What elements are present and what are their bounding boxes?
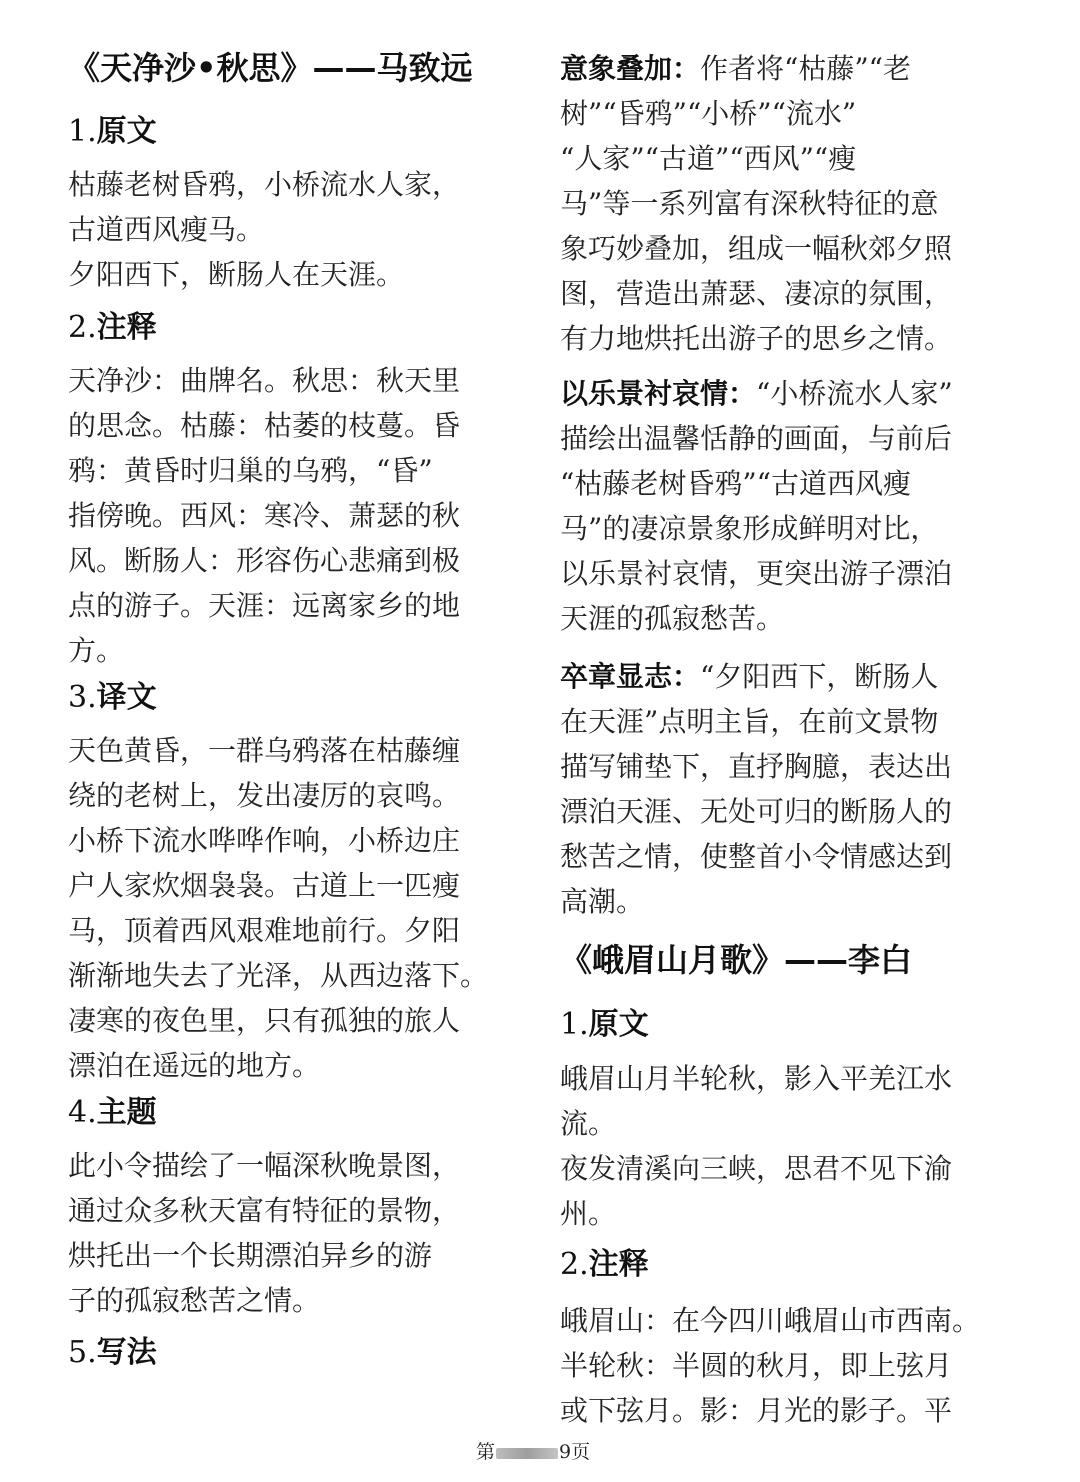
section-heading-original: [560, 1005, 1038, 1045]
text-line: 峨眉山：在今四川峨眉山市西南。: [560, 1304, 981, 1337]
page-prefix: 第: [476, 1441, 496, 1463]
text-line: 夕阳西下，断肠人在天涯。: [68, 258, 405, 291]
text-line: 点的游子。天涯：远离家乡的地: [68, 589, 461, 622]
technique-ending: [560, 654, 1038, 924]
text-line: 州。: [560, 1197, 617, 1230]
text-line: 渐渐地失去了光泽，从西边落下。: [68, 959, 489, 992]
text-line: [560, 654, 1038, 699]
text-line: 愁苦之情，使整首小令情感达到: [560, 840, 953, 873]
text-line: 鸦：黄昏时归巢的乌鸦，“昏”: [68, 454, 433, 487]
text-line: 或下弦月。影：月光的影子。平: [560, 1394, 953, 1427]
section-label: 原文: [588, 1007, 649, 1042]
text-line: 有力地烘托出游子的思乡之情。: [560, 322, 953, 355]
section-heading-notes: [68, 308, 538, 348]
section-heading-theme: [68, 1093, 538, 1133]
technique-contrast: [560, 371, 1038, 641]
text-line: 天色黄昏，一群乌鸦落在枯藤缠: [68, 734, 461, 767]
text-line: 描绘出温馨恬静的画面，与前后: [560, 422, 953, 455]
text-line: 天涯的孤寂愁苦。: [560, 602, 785, 635]
text-line: 此小令描绘了一幅深秋晚景图，: [68, 1149, 461, 1182]
text-line: “人家”“古道”“西风”“瘦: [560, 142, 857, 175]
notes-text: [68, 358, 538, 673]
text-line: 枯藤老树昏鸦，小桥流水人家，: [68, 168, 461, 201]
text-line: 风。断肠人：形容伤心悲痛到极: [68, 544, 461, 577]
section-number: 5.: [68, 1335, 97, 1370]
section-label: 主题: [96, 1095, 157, 1130]
section-number: 1.: [560, 1007, 589, 1042]
theme-text: [68, 1143, 538, 1323]
original-text: [68, 162, 538, 297]
text-line: 的思念。枯藤：枯萎的枝蔓。昏: [68, 409, 461, 442]
technique-label: 意象叠加：: [560, 52, 701, 85]
section-label: 注释: [96, 310, 157, 345]
text-line: 夜发清溪向三峡，思君不见下渝: [560, 1152, 953, 1185]
section-heading-techniques: [68, 1333, 538, 1373]
notes-text: [560, 1298, 1038, 1433]
text-line: 小桥下流水哗哗作响，小桥边庄: [68, 824, 461, 857]
text-line: 在天涯”点明主旨，在前文景物: [560, 705, 939, 738]
section-label: 原文: [96, 114, 157, 149]
text-span: “夕阳西下，断肠人: [700, 660, 939, 693]
text-line: 描写铺垫下，直抒胸臆，表达出: [560, 750, 953, 783]
text-line: 户人家炊烟袅袅。古道上一匹瘦: [68, 869, 461, 902]
section-number: 4.: [68, 1095, 97, 1130]
section-heading-notes: [560, 1245, 1038, 1285]
text-line: 半轮秋：半圆的秋月，即上弦月: [560, 1349, 953, 1382]
text-line: 马”等一系列富有深秋特征的意: [560, 187, 939, 220]
text-line: 漂泊在遥远的地方。: [68, 1049, 321, 1082]
text-line: 绕的老树上，发出凄厉的哀鸣。: [68, 779, 461, 812]
text-line: 树”“昏鸦”“小桥”“流水”: [560, 97, 857, 130]
text-line: 子的孤寂愁苦之情。: [68, 1284, 321, 1317]
page-suffix: 9页: [559, 1441, 591, 1463]
text-line: 流。: [560, 1107, 617, 1140]
section-number: 1.: [68, 114, 97, 149]
text-line: 以乐景衬哀情，更突出游子漂泊: [560, 557, 953, 590]
poem-title-emeishan: 《峨眉山月歌》——李白: [560, 941, 913, 979]
text-line: 马，顶着西风艰难地前行。夕阳: [68, 914, 461, 947]
text-line: 通过众多秋天富有特征的景物，: [68, 1194, 461, 1227]
original-text: [560, 1056, 1038, 1236]
text-line: 凄寒的夜色里，只有孤独的旅人: [68, 1004, 461, 1037]
redacted-mark: [496, 1448, 558, 1459]
technique-label: 以乐景衬哀情：: [560, 377, 757, 410]
technique-imagery: [560, 46, 1038, 361]
text-line: 峨眉山月半轮秋，影入平羌江水: [560, 1062, 953, 1095]
text-line: [560, 371, 1038, 416]
section-number: 3.: [68, 680, 97, 715]
text-line: 高潮。: [560, 885, 645, 918]
text-line: 烘托出一个长期漂泊异乡的游: [68, 1239, 433, 1272]
section-label: 译文: [96, 680, 157, 715]
text-line: 方。: [68, 634, 125, 667]
text-line: 古道西风瘦马。: [68, 213, 265, 246]
section-number: 2.: [68, 310, 97, 345]
text-line: 指傍晚。西风：寒冷、萧瑟的秋: [68, 499, 461, 532]
section-label: 注释: [588, 1247, 649, 1282]
text-line: 图，营造出萧瑟、凄凉的氛围，: [560, 277, 953, 310]
text-line: 漂泊天涯、无处可归的断肠人的: [560, 795, 953, 828]
text-line: 马”的凄凉景象形成鲜明对比，: [560, 512, 939, 545]
text-line: 象巧妙叠加，组成一幅秋郊夕照: [560, 232, 953, 265]
text-span: “小桥流水人家”: [756, 377, 953, 410]
section-heading-original: [68, 112, 538, 152]
section-heading-translation: [68, 678, 538, 718]
section-number: 2.: [560, 1247, 589, 1282]
text-span: 作者将“枯藤”“老: [700, 52, 911, 85]
technique-label: 卒章显志：: [560, 660, 701, 693]
text-line: “枯藤老树昏鸦”“古道西风瘦: [560, 467, 911, 500]
text-line: [560, 46, 1038, 91]
text-line: 天净沙：曲牌名。秋思：秋天里: [68, 364, 461, 397]
translation-text: [68, 728, 538, 1088]
page-number: [476, 1440, 606, 1464]
poem-title-tianjingsha: 《天净沙•秋思》——马致远: [68, 49, 473, 87]
section-label: 写法: [96, 1335, 157, 1370]
